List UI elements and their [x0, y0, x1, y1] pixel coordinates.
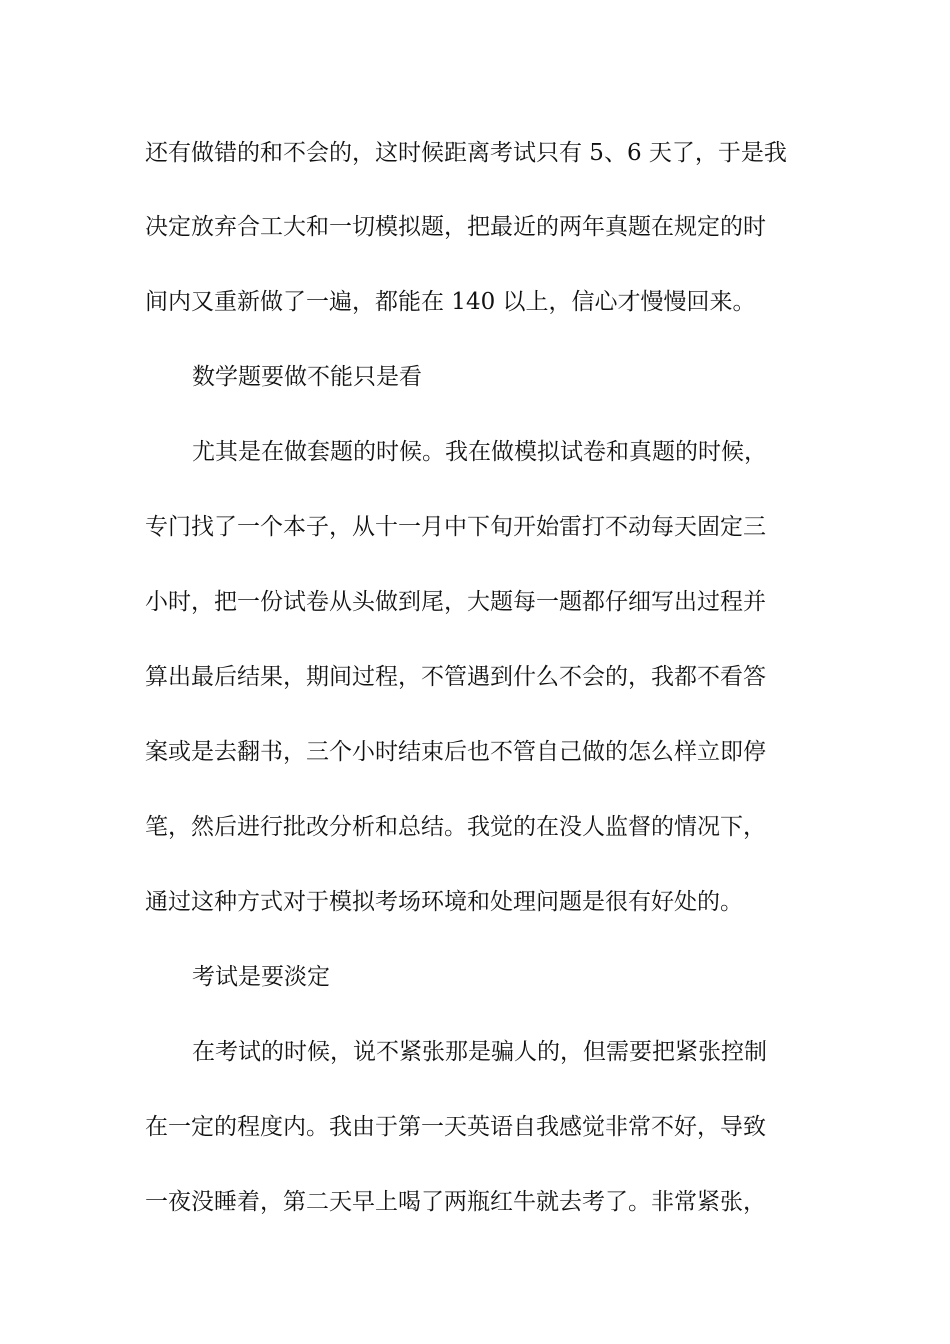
body-text-line: 在考试的时候，说不紧张那是骗人的，但需要把紧张控制 [192, 1039, 767, 1065]
body-text-line: 还有做错的和不会的，这时候距离考试只有 5、6 天了，于是我 [145, 140, 787, 166]
body-text-line: 通过这种方式对于模拟考场环境和处理问题是很有好处的。 [145, 889, 743, 915]
body-text-line: 在一定的程度内。我由于第一天英语自我感觉非常不好，导致 [145, 1114, 766, 1140]
body-text-line: 案或是去翻书，三个小时结束后也不管自己做的怎么样立即停 [145, 739, 766, 765]
body-text-line: 专门找了一个本子，从十一月中下旬开始雷打不动每天固定三 [145, 514, 766, 540]
body-text-line: 尤其是在做套题的时候。我在做模拟试卷和真题的时候， [192, 439, 767, 465]
body-text-line: 笔，然后进行批改分析和总结。我觉的在没人监督的情况下， [145, 814, 766, 840]
body-text-line: 一夜没睡着，第二天早上喝了两瓶红牛就去考了。非常紧张， [145, 1189, 766, 1215]
body-text-line: 小时，把一份试卷从头做到尾，大题每一题都仔细写出过程并 [145, 589, 766, 615]
body-text-line: 决定放弃合工大和一切模拟题，把最近的两年真题在规定的时 [145, 214, 766, 240]
body-text-line: 间内又重新做了一遍，都能在 140 以上，信心才慢慢回来。 [145, 289, 756, 315]
section-heading: 考试是要淡定 [192, 964, 330, 990]
section-heading: 数学题要做不能只是看 [192, 364, 422, 390]
body-text-line: 算出最后结果，期间过程，不管遇到什么不会的，我都不看答 [145, 664, 766, 690]
